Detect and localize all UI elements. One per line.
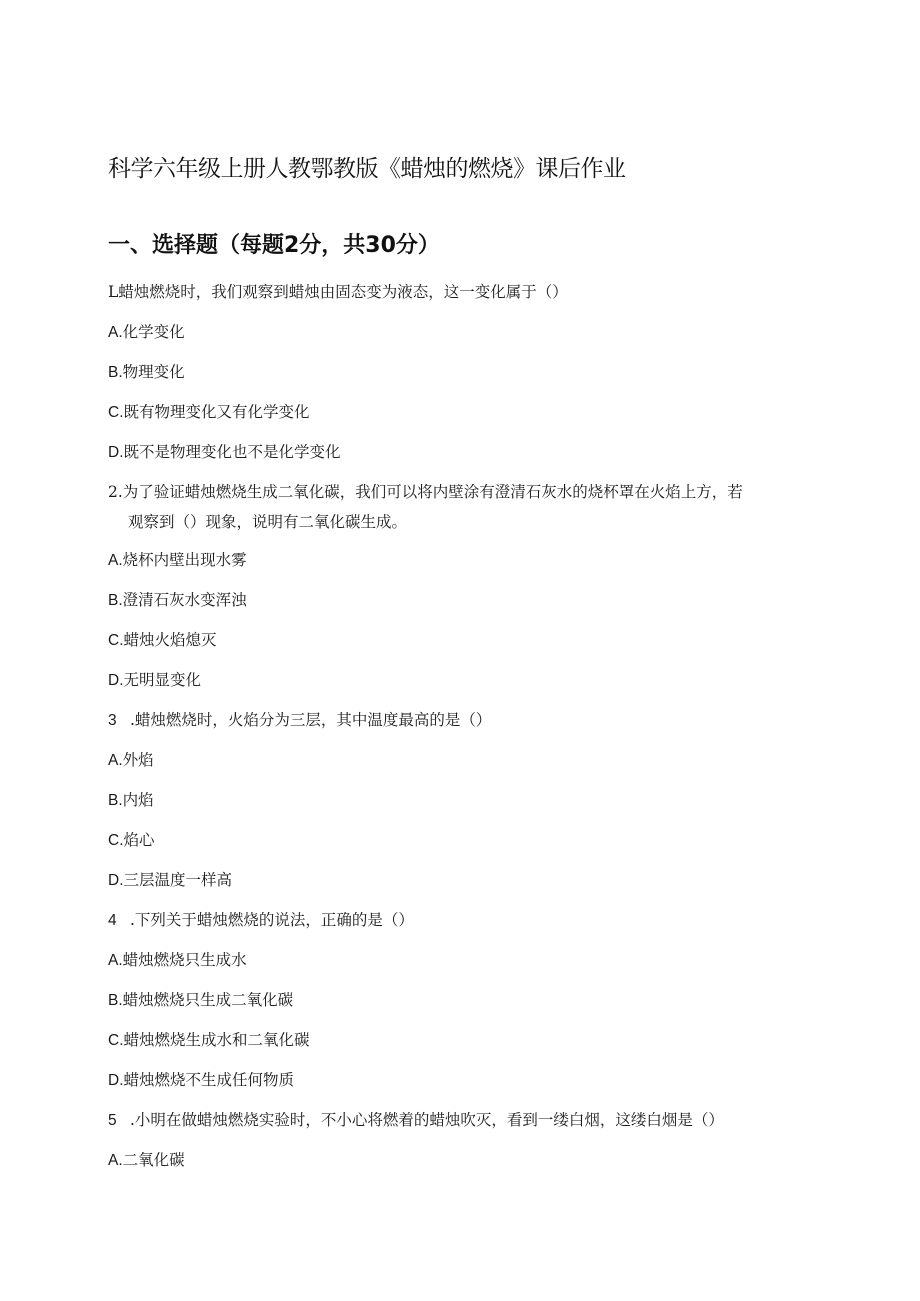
question-2-option-a: A.烧杯内壁出现水雾 [108,551,247,569]
question-3-option-c: C.焰心 [108,831,155,849]
question-2-option-c: C.蜡烛火焰熄灭 [108,631,217,649]
question-3-option-b: B.内焰 [108,791,154,809]
question-2-option-b: B.澄清石灰水变浑浊 [108,591,247,609]
question-4-option-d: D.蜡烛燃烧不生成任何物质 [108,1071,295,1089]
question-2-stem-line-2: 观察到（）现象，说明有二氧化碳生成。 [128,513,408,531]
question-2-stem-line-1: 2.为了验证蜡烛燃烧生成二氧化碳，我们可以将内壁涂有澄清石灰水的烧杯罩在火焰上方，若 [108,483,743,501]
question-2-option-d: D.无明显变化 [108,671,202,689]
question-1-option-a: A.化学变化 [108,323,185,341]
question-5-option-a: A.二氧化碳 [108,1151,185,1169]
question-1-option-d: D.既不是物理变化也不是化学变化 [108,443,341,461]
question-1-option-c: C.既有物理变化又有化学变化 [108,403,310,421]
document-title: 科学六年级上册人教鄂教版《蜡烛的燃烧》课后作业 [108,156,626,182]
question-4-option-c: C.蜡烛燃烧生成水和二氧化碳 [108,1031,310,1049]
question-3-option-a: A.外焰 [108,751,154,769]
question-1-stem: L蜡烛燃烧时，我们观察到蜡烛由固态变为液态，这一变化属于（） [108,283,568,301]
question-3-stem: 3 .蜡烛燃烧时，火焰分为三层，其中温度最高的是（） [108,711,492,729]
question-3-option-d: D.三层温度一样高 [108,871,233,889]
question-5-stem: 5 .小明在做蜡烛燃烧实验时，不小心将燃着的蜡烛吹灭，看到一缕白烟，这缕白烟是（） [108,1111,724,1129]
question-4-stem: 4 .下列关于蜡烛燃烧的说法，正确的是（） [108,911,414,929]
question-1-option-b: B.物理变化 [108,363,185,381]
question-4-option-a: A.蜡烛燃烧只生成水 [108,951,247,969]
section-heading: 一、选择题（每题2分，共30分） [108,233,440,258]
question-4-option-b: B.蜡烛燃烧只生成二氧化碳 [108,991,294,1009]
